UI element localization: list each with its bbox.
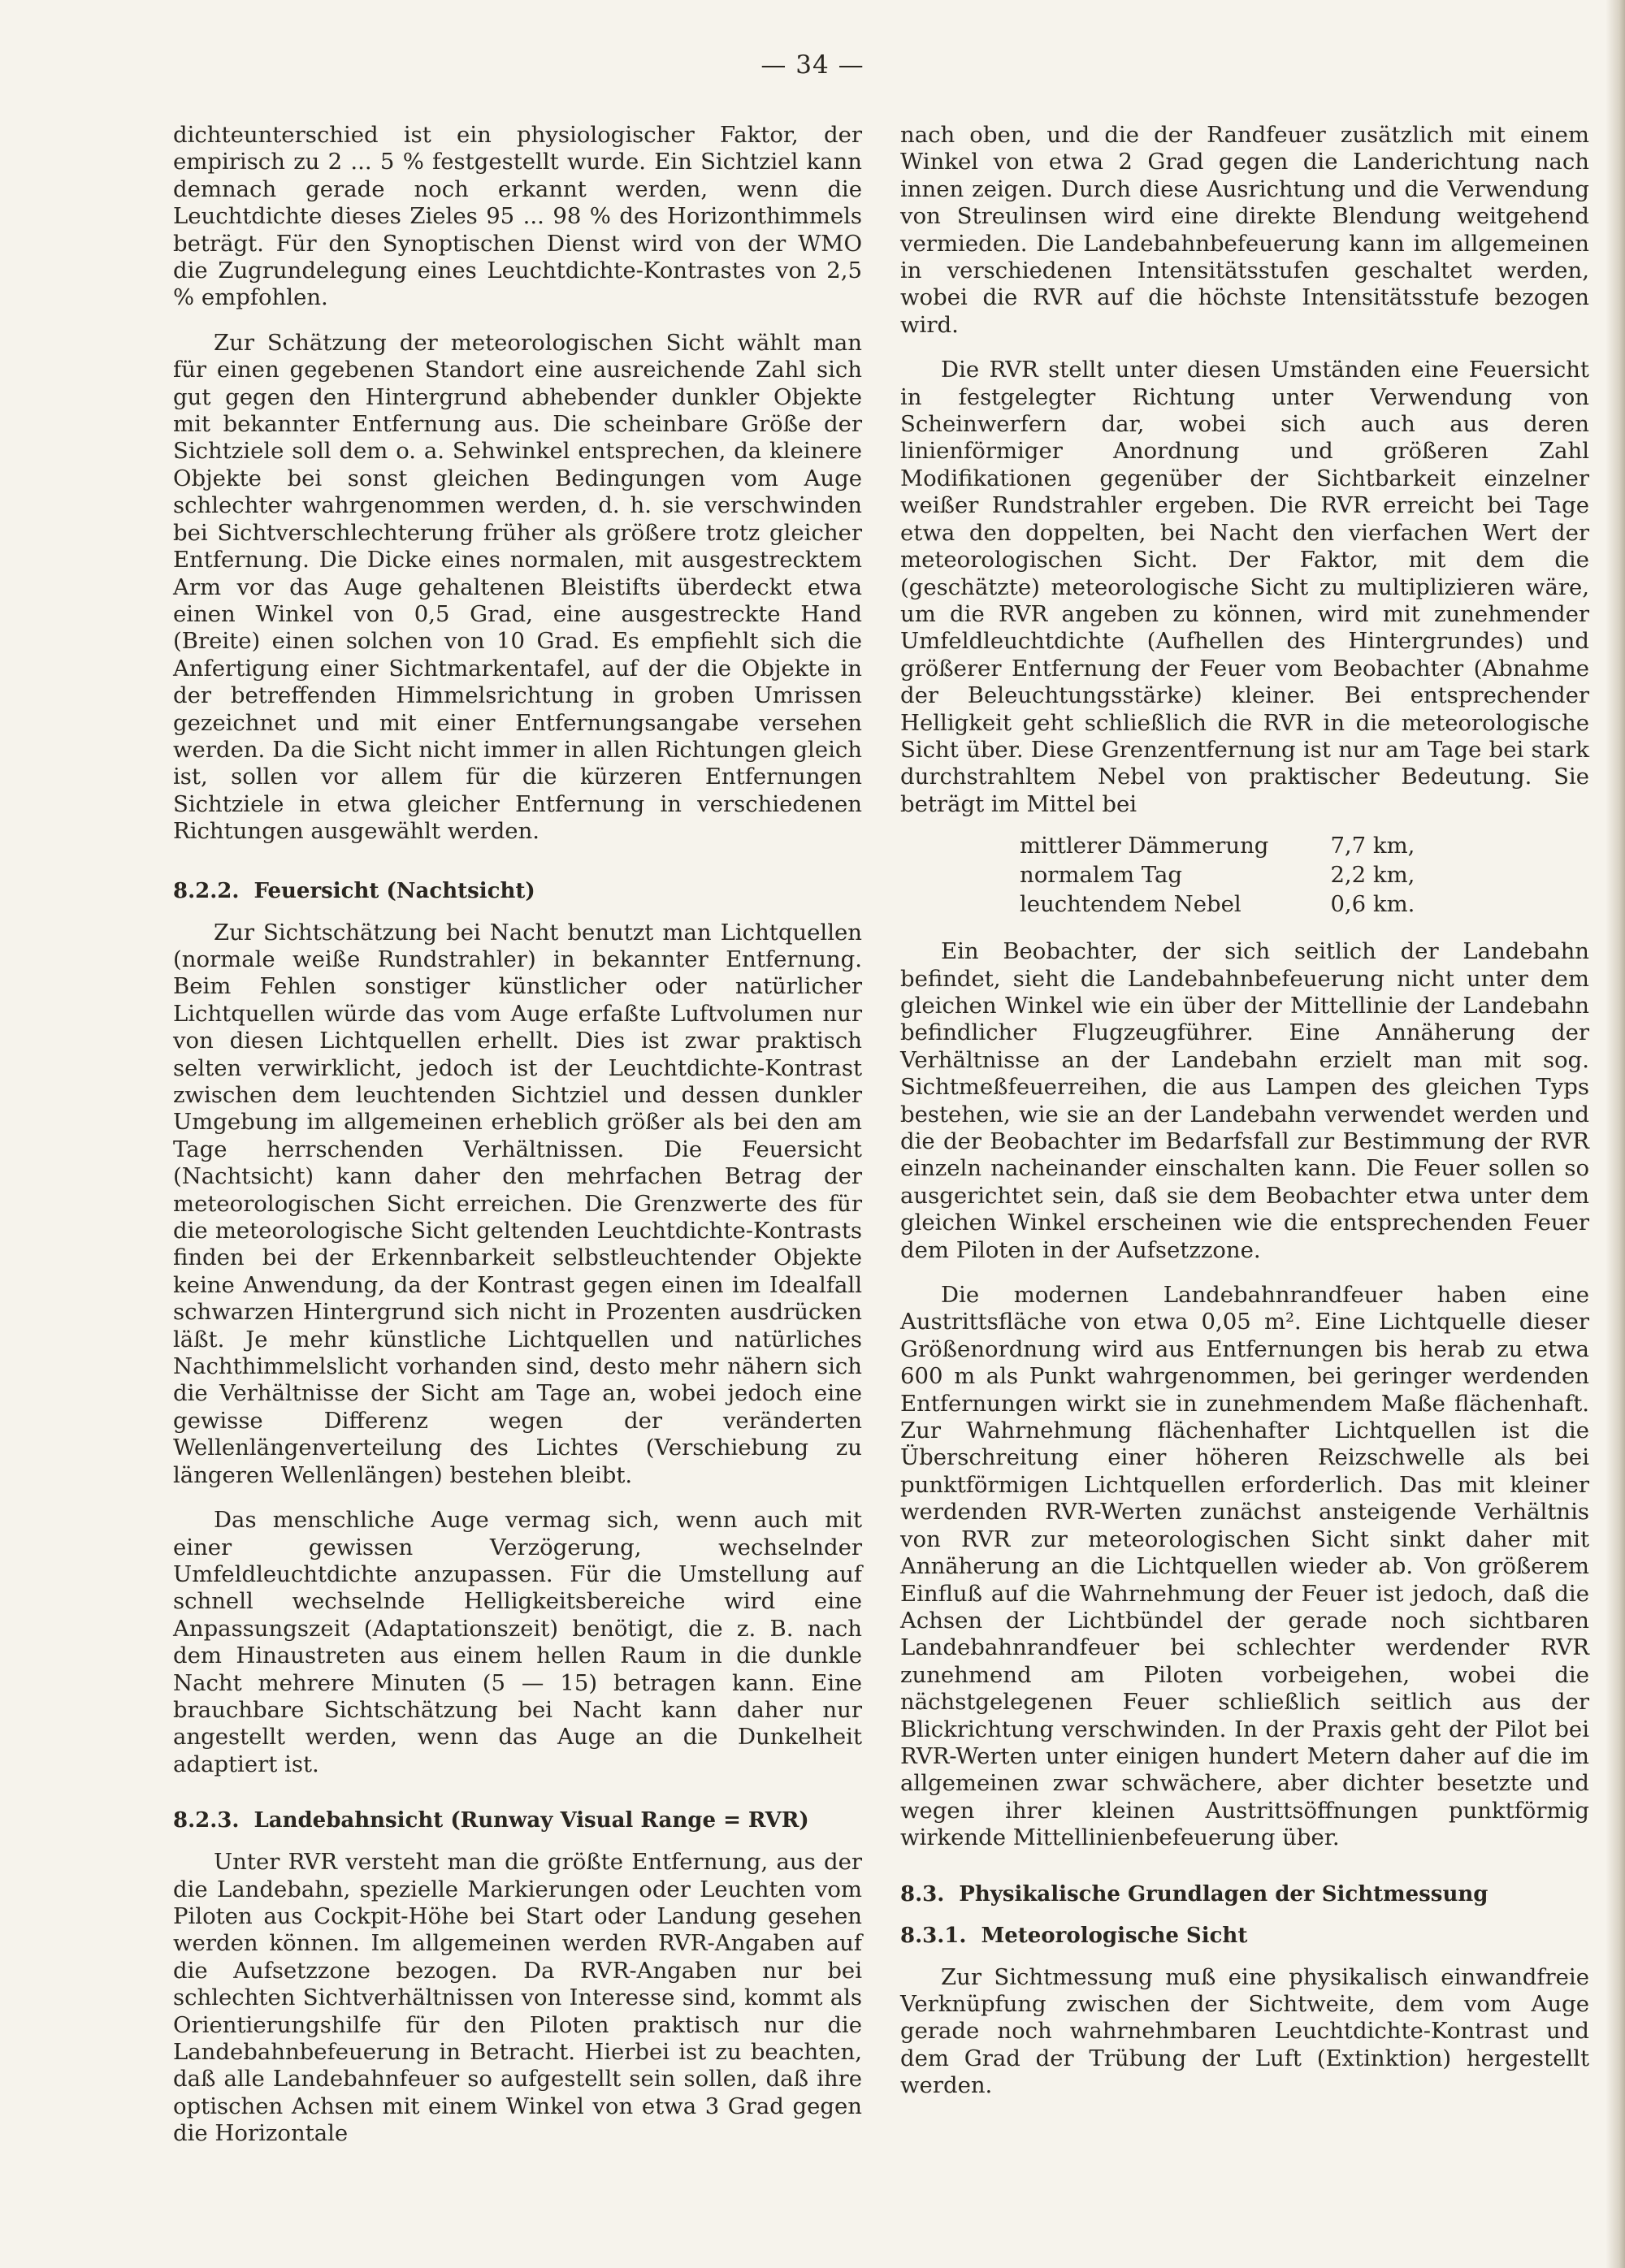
table-cell-label: normalem Tag [1020,862,1182,889]
paragraph: Unter RVR versteht man die größte Entfernung, aus der die Landebahn, spezielle Markierungen oder Leuchten vom Piloten aus Cockpit-Höhe bei Start oder Landung gesehen werden können. Im allgemeinen werden RVR-Angaben auf die Aufsetzzone bezogen. Da RVR-Angaben nur bei schlechten Sichtverhältnissen von Interesse sind, kommt als Orientierungshilfe für den Piloten praktisch nur die Landebahnbefeuerung in Betracht. Hierbei ist zu beachten, daß alle Landebahnfeuer so aufgestellt sein sollen, daß ihre optischen Achsen mit einem Winkel von etwa 3 Grad gegen die Horizontale [173,1849,862,2147]
paragraph: Ein Beobachter, der sich seitlich der Landebahn befindet, sieht die Landebahnbefeuerung nicht unter dem gleichen Winkel wie ein über der Mittellinie der Landebahn befindlicher Flugzeugführer. Eine Annäherung der Verhältnisse an der Landebahn erzielt man mit sog. Sichtmeßfeuerreihen, die aus Lampen des gleichen Typs bestehen, wie sie an der Landebahn verwendet werden und die der Beobachter im Bedarfsfall zur Bestimmung der RVR einzeln nacheinander einschalten kann. Die Feuer sollen so ausgerichtet sein, daß sie dem Beobachter etwa unter dem gleichen Winkel erscheinen wie die entsprechenden Feuer dem Piloten in der Aufsetzzone. [900,938,1589,1263]
table-cell-label: mittlerer Dämmerung [1020,833,1269,859]
paragraph: nach oben, und die der Randfeuer zusätzlich mit einem Winkel von etwa 2 Grad gegen die Landerichtung nach innen zeigen. Durch diese Ausrichtung und die Verwendung von Streulinsen wird eine direkte Blendung weitgehend vermieden. Die Landebahnbefeuerung kann im allgemeinen in verschiedenen Intensitätsstufen geschaltet werden, wobei die RVR auf die höchste Intensitätsstufe bezogen wird. [900,122,1589,338]
paragraph: Die modernen Landebahnrandfeuer haben eine Austrittsfläche von etwa 0,05 m². Eine Lichtquelle dieser Größenordnung wird aus Entfernungen bis herab zu etwa 600 m als Punkt wahrgenommen, bei geringer werdenden Entfernungen wirkt sie in zunehmendem Maße flächenhaft. Zur Wahrnehmung flächenhafter Lichtquellen ist die Überschreitung einer höheren Reizschwelle als bei punktförmigen Lichtquellen erforderlich. Das mit kleiner werdenden RVR-Werten zunächst ansteigende Verhältnis von RVR zur meteorologischen Sicht sinkt daher mit Annäherung an die Lichtquellen wieder ab. Von größerem Einfluß auf die Wahrnehmung der Feuer ist jedoch, daß die Achsen der Lichtbündel der gerade noch sichtbaren Landebahnrandfeuer bei schlechter werdender RVR zunehmend am Piloten vorbeigehen, wobei die nächstgelegenen Feuer schließlich seitlich aus der Blickrichtung verschwinden. In der Praxis geht der Pilot bei RVR-Werten unter einigen hundert Metern daher auf die im allgemeinen zwar schwächere, aber dichter besetzte und wegen ihrer kleinen Austrittsöffnungen punktförmig wirkende Mittellinienbefeuerung über. [900,1282,1589,1851]
section-title: Feuersicht (Nachtsicht) [254,878,535,903]
table-row [1020,831,1415,860]
table-row [1020,889,1415,919]
page-edge-shadow [1606,0,1625,2268]
section-heading-8-3-1 [900,1923,1589,1950]
paragraph: Die RVR stellt unter diesen Umständen eine Feuersicht in festgelegter Richtung unter Verwendung von Scheinwerfern dar, wobei sich auch aus deren linienförmiger Anordnung und größeren Zahl Modifikationen gegenüber der Sichtbarkeit einzelner weißer Rundstrahler ergeben. Die RVR erreicht bei Tage etwa den doppelten, bei Nacht den vierfachen Wert der meteorologischen Sicht. Der Faktor, mit dem die (geschätzte) meteorologische Sicht zu multiplizieren wäre, um die RVR angeben zu können, wird mit zunehmender Umfeldleuchtdichte (Aufhellen des Hintergrundes) und größerer Entfernung der Feuer vom Beobachter (Abnahme der Beleuchtungsstärke) kleiner. Bei entsprechender Helligkeit geht schließlich die RVR in die meteorologische Sicht über. Diese Grenzentfernung ist nur am Tage bei stark durchstrahltem Nebel von praktischer Bedeutung. Sie beträgt im Mittel bei [900,357,1589,817]
right-column [900,122,1589,2118]
table-cell-label: leuchtendem Nebel [1020,891,1242,918]
section-title: Landebahnsicht (Runway Visual Range = RVR) [254,1808,809,1833]
left-column [173,122,862,2166]
section-heading-8-2-3 [173,1807,862,1834]
section-number: 8.2.3. [173,1808,240,1833]
table-cell-value: 0,6 km. [1330,891,1415,918]
paragraph: Zur Sichtmessung muß eine physikalisch einwandfreie Verknüpfung zwischen der Sichtweite, dem vom Auge gerade noch wahrnehmbaren Leuchtdichte-Kontrast und dem Grad der Trübung der Luft (Extinktion) hergestellt werden. [900,1963,1589,2099]
table-row [1020,860,1415,889]
section-title: Physikalische Grundlagen der Sichtmessung [959,1881,1488,1907]
paragraph: Zur Schätzung der meteorologischen Sicht wählt man für einen gegebenen Standort eine ausreichende Zahl sich gut gegen den Hintergrund abhebender dunkler Objekte mit bekannter Entfernung aus. Die scheinbare Größe der Sichtziele soll dem o. a. Sehwinkel entsprechen, da kleinere Objekte bei sonst gleichen Bedingungen vom Auge schlechter wahrgenommen werden, d. h. sie verschwinden bei Sichtverschlechterung früher als größere trotz gleicher Entfernung. Die Dicke eines normalen, mit ausgestrecktem Arm vor das Auge gehaltenen Bleistifts überdeckt etwa einen Winkel von 0,5 Grad, eine ausgestreckte Hand (Breite) einen solchen von 10 Grad. Es empfiehlt sich die Anfertigung einer Sichtmarkentafel, auf der die Objekte in der betreffenden Himmelsrichtung in groben Umrissen gezeichnet und mit einer Entfernungsangabe versehen werden. Da die Sicht nicht immer in allen Richtungen gleich ist, sollen vor allem für die kürzeren Entfernungen Sichtziele in etwa gleicher Entfernung in verschiedenen Richtungen ausgewählt werden. [173,329,862,845]
visibility-table [1020,831,1415,919]
section-number: 8.2.2. [173,878,240,903]
section-title: Meteorologische Sicht [981,1923,1248,1948]
paragraph: Zur Sichtschätzung bei Nacht benutzt man Lichtquellen (normale weiße Rundstrahler) in bekannter Entfernung. Beim Fehlen sonstiger künstlicher oder natürlicher Lichtquellen würde das vom Auge erfaßte Luftvolumen nur von diesen Lichtquellen erhellt. Dies ist zwar praktisch selten verwirklicht, jedoch ist der Leuchtdichte-Kontrast zwischen dem leuchtenden Sichtziel und dessen dunkler Umgebung im allgemeinen erheblich größer als bei den am Tage herrschenden Verhältnissen. Die Feuersicht (Nachtsicht) kann daher den mehrfachen Betrag der meteorologischen Sicht erreichen. Die Grenzwerte des für die meteorologische Sicht geltenden Leuchtdichte-Kontrasts finden bei der Erkennbarkeit selbstleuchtender Objekte keine Anwendung, da der Kontrast gegen einen im Idealfall schwarzen Hintergrund sich nicht in Prozenten ausdrücken läßt. Je mehr künstliche Lichtquellen und natürliches Nachthimmelslicht vorhanden sind, desto mehr nähern sich die Verhältnisse der Sicht am Tage an, wobei jedoch eine gewisse Differenz wegen der veränderten Wellenlängenverteilung des Lichtes (Verschiebung zu längeren Wellenlängen) bestehen bleibt. [173,919,862,1488]
section-number: 8.3.1. [900,1923,967,1948]
paragraph: Das menschliche Auge vermag sich, wenn auch mit einer gewissen Verzögerung, wechselnder Umfeldleuchtdichte anzupassen. Für die Umstellung auf schnell wechselnde Helligkeitsbereiche wird eine Anpassungszeit (Adaptationszeit) benötigt, die z. B. nach dem Hinaustreten aus einem hellen Raum in die dunkle Nacht mehrere Minuten (5 — 15) betragen kann. Eine brauchbare Sichtschätzung bei Nacht kann daher nur angestellt werden, wenn das Auge an die Dunkelheit adaptiert ist. [173,1507,862,1777]
section-heading-8-3 [900,1881,1589,1908]
page-number: — 34 — [760,50,864,80]
section-heading-8-2-2 [173,878,862,905]
table-cell-value: 7,7 km, [1330,833,1415,859]
table-cell-value: 2,2 km, [1330,862,1415,889]
section-number: 8.3. [900,1881,945,1907]
paragraph: dichteunterschied ist ein physiologischer Faktor, der empirisch zu 2 ... 5 % festgestellt wurde. Ein Sichtziel kann demnach gerade noch erkannt werden, wenn die Leuchtdichte dieses Zieles 95 ... 98 % des Horizonthimmels beträgt. Für den Synoptischen Dienst wird von der WMO die Zugrundelegung eines Leuchtdichte-Kontrastes von 2,5 % empfohlen. [173,122,862,311]
